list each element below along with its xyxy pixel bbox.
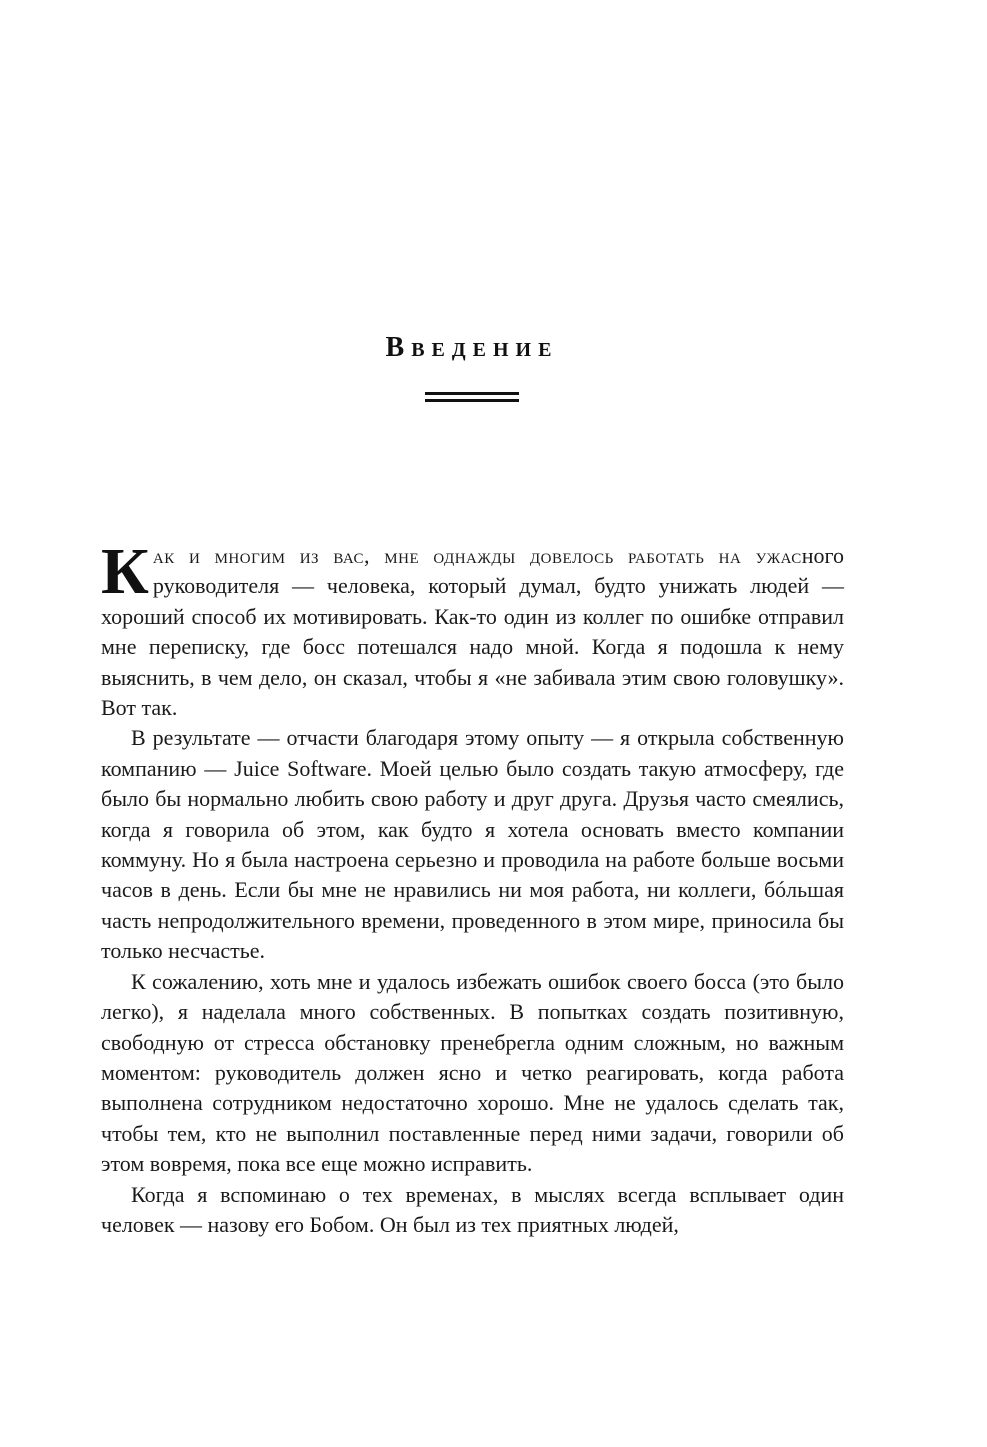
paragraph-1 bbox=[101, 535, 844, 723]
paragraph-2: В результате — отчасти благодаря этому опыту — я открыла собственную компанию — Juice Software. Моей целью было создать такую атмосферу, где было бы нормально любить свою работу и друг друга. Друзья часто смеялись, когда я говорила об этом, как будто я хотела основать вместо компании коммуну. Но я была настроена серьезно и проводила на работе больше восьми часов в день. Если бы мне не нравились ни моя работа, ни коллеги, бóльшая часть непродолжительного времени, проведенного в этом мире, приносила бы только несчастье. bbox=[101, 725, 844, 964]
chapter-title: Введение bbox=[385, 332, 559, 363]
title-rule-top bbox=[425, 392, 519, 395]
lead-in-small-caps: ак и многим из вас, мне однажды довелось работать на ужас bbox=[152, 543, 802, 568]
paragraph-4: Когда я вспоминаю о тех временах, в мыслях всегда всплывает один человек — назову его Бобом. Он был из тех приятных людей, bbox=[101, 1181, 844, 1237]
title-double-rule bbox=[425, 392, 519, 402]
paragraph-1-text: ного руководителя — человека, который думал, будто унижать людей — хороший способ их мотивировать. Как-то один из коллег по ошибке отправил мне переписку, где босс потешался надо мной. Когда я подошла к нему выяснить, в чем дело, он сказал, чтобы я «не забивала этим свою головушку». Вот так. bbox=[101, 543, 844, 721]
title-rule-bottom bbox=[425, 399, 519, 402]
drop-cap: К bbox=[101, 535, 149, 608]
paragraph-3: К сожалению, хоть мне и удалось избежать ошибок своего босса (это было легко), я наделала много собственных. В попытках создать позитивную, свободную от стресса обстановку пренебрегла одним сложным, но важным моментом: руководитель должен ясно и четко реагировать, когда работа выполнена сотрудником недостаточно хорошо. Мне не удалось сделать так, чтобы тем, кто не выполнил поставленные перед ними задачи, говорили об этом вовремя, пока все еще можно исправить. bbox=[101, 968, 844, 1177]
body-text bbox=[101, 535, 844, 1240]
